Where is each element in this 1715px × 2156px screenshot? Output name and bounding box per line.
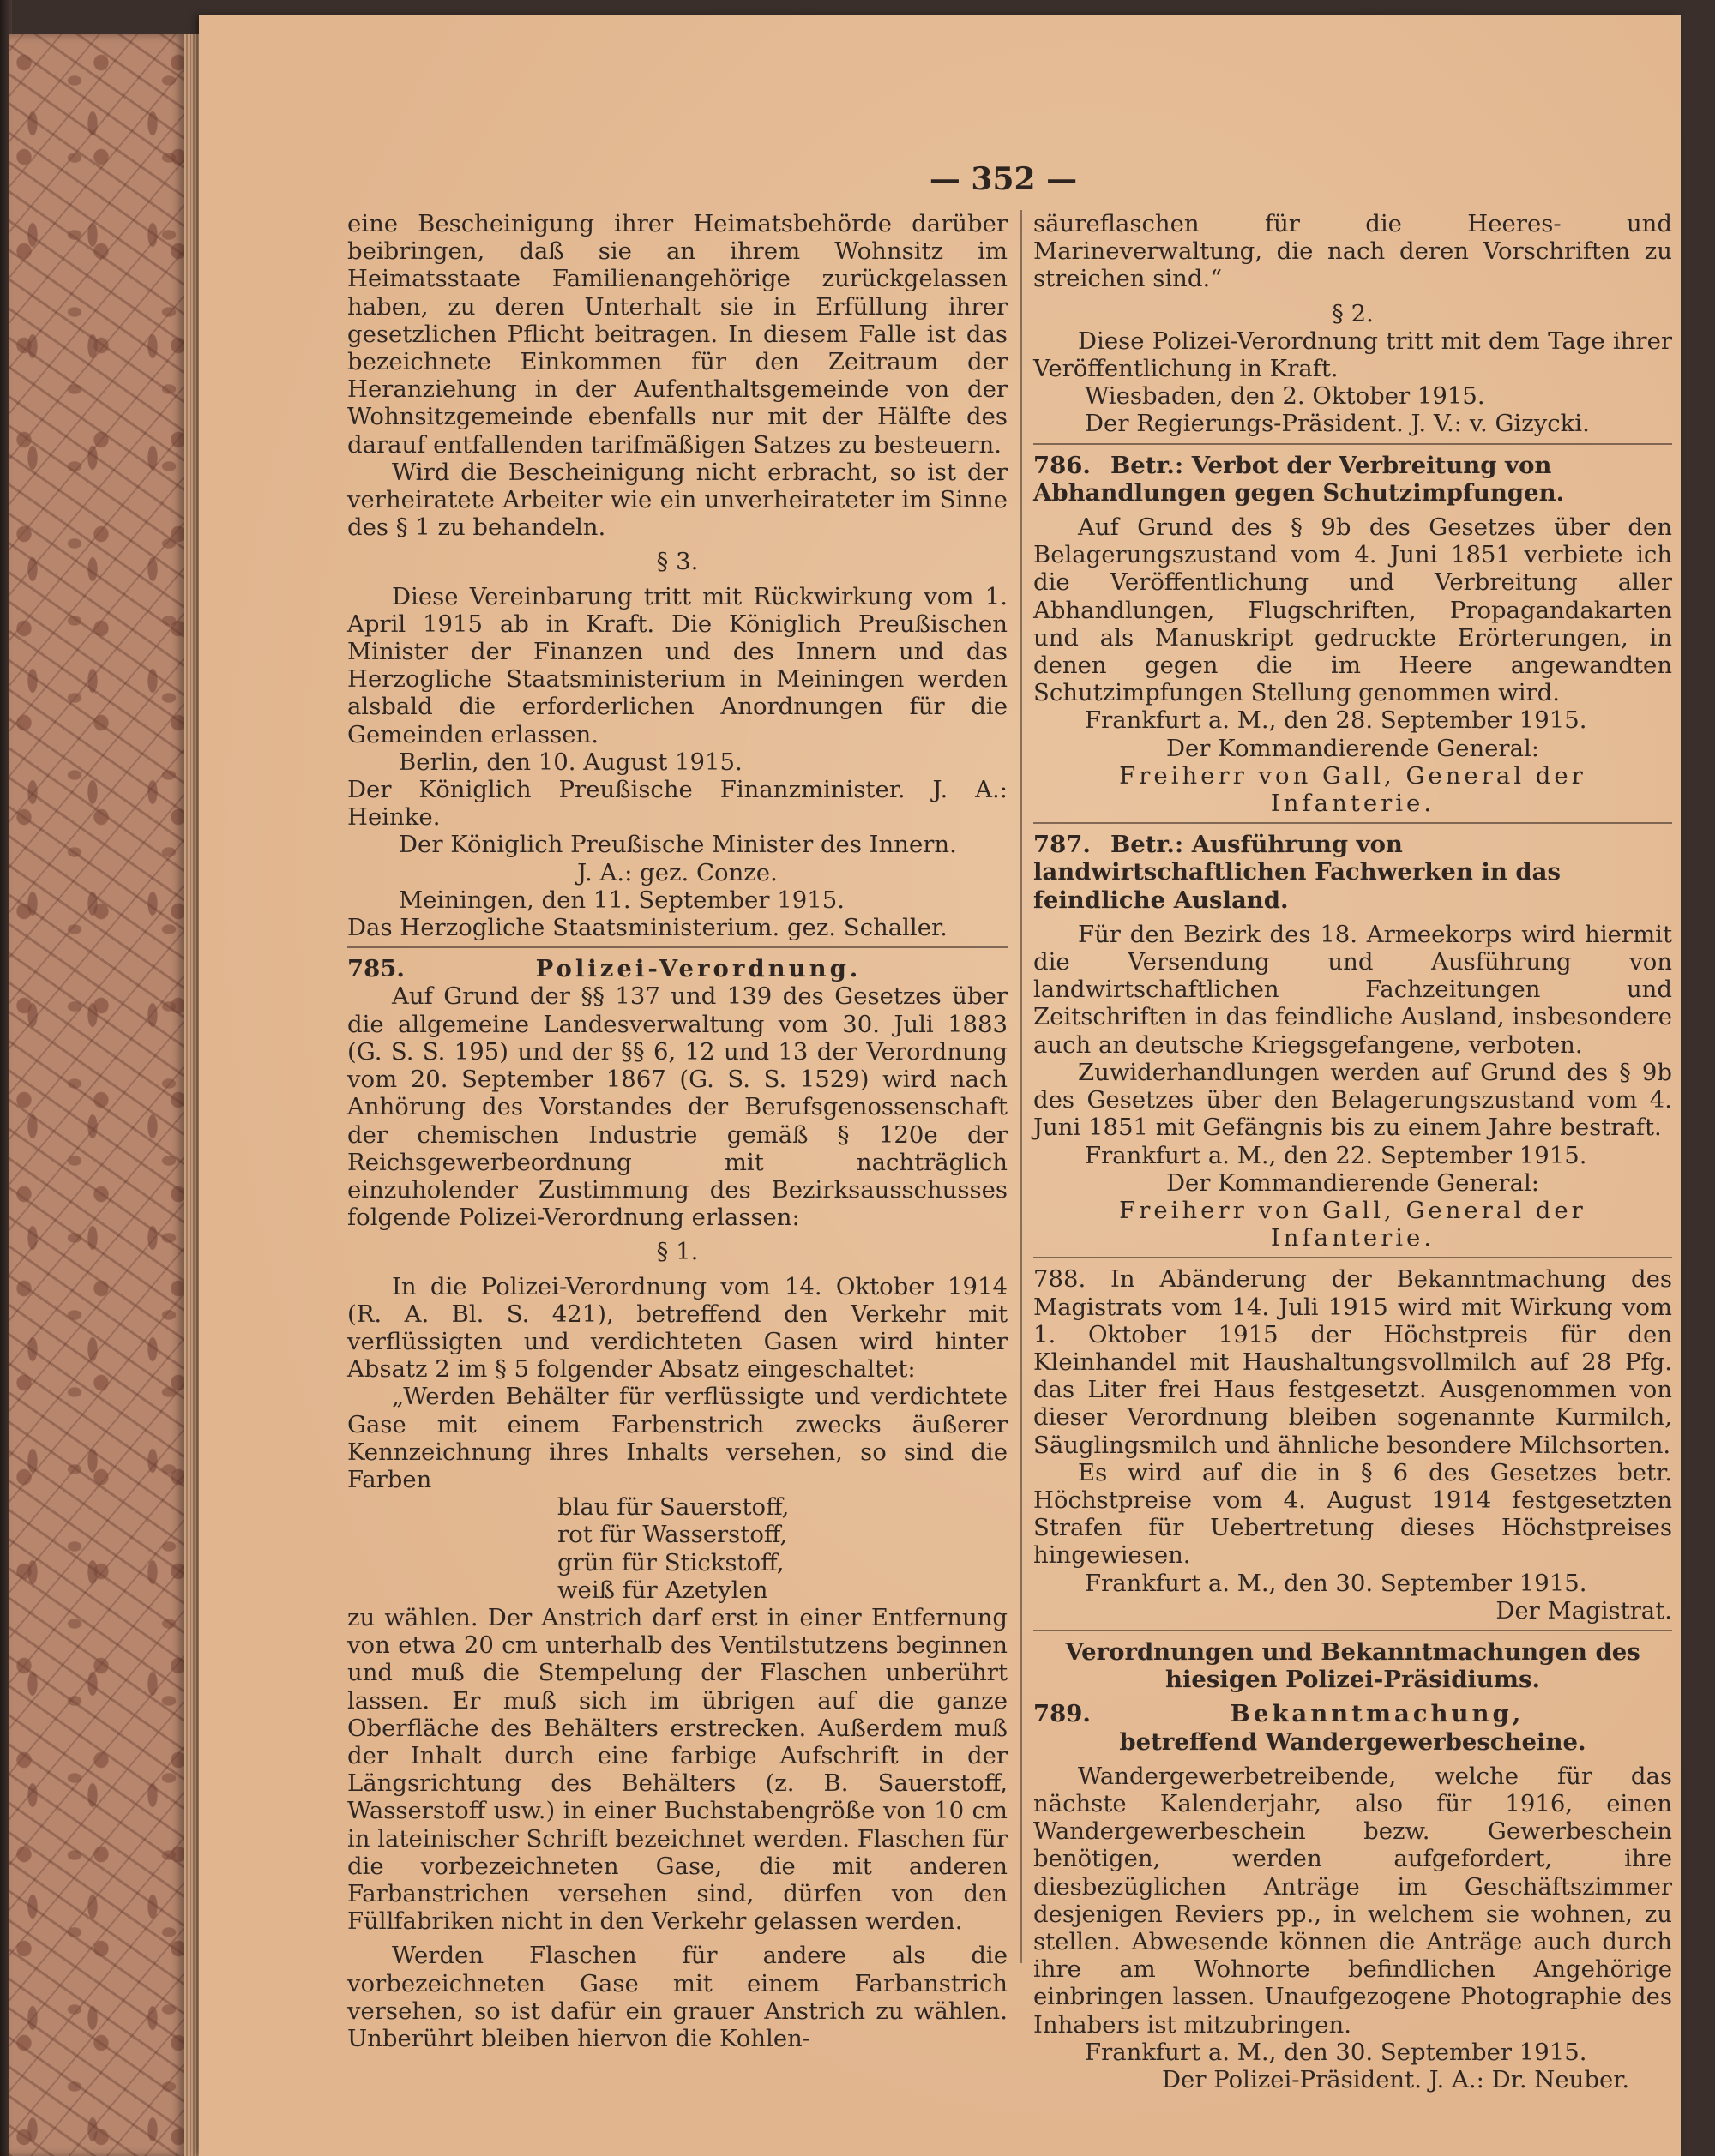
column-divider <box>1020 210 1022 1963</box>
paragraph: säureflaschen für die Heeres- und Marineverwaltung, die nach deren Vorschriften zu streichen sind.“ <box>1033 210 1672 293</box>
item-number: 786. <box>1033 451 1091 479</box>
signature: Der Königlich Preußische Finanzminister. J. A.: Heinke. <box>347 776 1008 832</box>
paragraph: eine Bescheinigung ihrer Heimatsbehörde darüber beibringen, daß sie an ihrem Wohnsitz im Heimatsstaate Familienangehörige zurückgelassen haben, zu deren Unterhalt sie in Erfüllung ihrer gesetzlichen Pflicht beitragen. In diesem Falle ist das bezeichnete Einkommen für den Zeitraum der Heranziehung in der Aufenthaltsgemeinde von der Wohnsitzgemeinde ebenfalls nur mit der Hälfte des darauf entfallenden tarifmäßigen Satzes zu besteuern. <box>347 210 1008 459</box>
paragraph: Diese Polizei-Verordnung tritt mit dem Tage ihrer Veröffentlichung in Kraft. <box>1033 327 1672 383</box>
item-number: 785. <box>347 955 405 983</box>
section-title: Verordnungen und Bekanntmachungen des hiesigen Polizei-Präsidiums. <box>1065 1637 1640 1694</box>
item-subtitle: betreffend Wandergewerbescheine. <box>1119 1727 1586 1756</box>
item-title: Betr.: Verbot der Verbreitung von Abhandlungen gegen Schutzimpfungen. <box>1033 451 1565 507</box>
place-date: Berlin, den 10. August 1915. <box>399 748 743 776</box>
paragraph: Werden Flaschen für andere als die vorbezeichneten Gase mit einem Farbanstrich versehen, so ist dafür ein grauer Anstrich zu wählen. Unberührt bleiben hiervon die Kohlen- <box>347 1942 1008 2052</box>
divider <box>347 946 1008 948</box>
signature: Der Kommandierende General: <box>1165 1168 1540 1197</box>
quoted-paragraph: „Werden Behälter für verflüssigte und verdichtete Gase mit einem Farbenstrich zwecks äußerer Kennzeichnung ihres Inhalts versehen, so sind die Farben <box>347 1383 1008 1493</box>
page-number: — 352 — <box>929 161 1078 197</box>
item-heading <box>1033 831 1672 914</box>
section-heading: § 1. <box>656 1238 699 1266</box>
section-heading: § 2. <box>1332 299 1374 327</box>
signature: Der Regierungs-Präsident. J. V.: v. Gizycki. <box>1085 410 1590 438</box>
divider <box>1033 822 1672 824</box>
place-date: Frankfurt a. M., den 22. September 1915. <box>1085 1141 1587 1169</box>
paragraph: Wird die Bescheinigung nicht erbracht, so ist der verheiratete Arbeiter wie ein unverheirateter im Sinne des § 1 zu behandeln. <box>347 458 1008 542</box>
signature: Der Magistrat. <box>1495 1596 1672 1625</box>
color-list-item: weiß für Azetylen <box>557 1576 768 1604</box>
place-date: Frankfurt a. M., den 28. September 1915. <box>1085 706 1587 735</box>
left-column <box>347 210 1008 2052</box>
item-title: Betr.: Ausführung von landwirtschaftlichen Fachwerken in das feindliche Ausland. <box>1033 831 1561 914</box>
paragraph: Wandergewerbetreibende, welche für das nächste Kalenderjahr, also für 1916, einen Wandergewerbeschein bezw. Gewerbeschein benötigen, werden aufgefordert, ihre diesbezüglichen Anträge im Geschäftszimmer desjenigen Reviers pp., in welchem sie wohnen, zu stellen. Abwesende können die Anträge auch durch ihre am Wohnorte befindlichen Angehörige einbringen lassen. Unaufgezogene Photographie des Inhabers ist mitzubringen. <box>1033 1762 1672 2039</box>
paragraph: Diese Vereinbarung tritt mit Rückwirkung vom 1. April 1915 ab in Kraft. Die Königlich Preußischen Minister der Finanzen und des Innern und das Herzogliche Staatsministerium in Meiningen werden alsbald die erforderlichen Anordnungen für die Gemeinden erlassen. <box>347 582 1008 748</box>
signature: Der Kommandierende General: <box>1165 734 1540 762</box>
marbled-book-edge <box>9 34 184 2156</box>
paragraph: Auf Grund der §§ 137 und 139 des Gesetzes über die allgemeine Landesverwaltung vom 30. Juli 1883 (G. S. S. 195) und der §§ 6, 12 und 13 der Verordnung vom 20. September 1867 (G. S. S. 1529) wird nach Anhörung des Vorstandes der Berufsgenossenschaft der chemischen Industrie gemäß § 120e der Reichsgewerbeordnung mit nachträglich einzuholender Zustimmung des Bezirksausschusses folgende Polizei-Verordnung erlassen: <box>347 982 1008 1232</box>
divider <box>1033 1630 1672 1631</box>
right-column <box>1033 210 1672 2093</box>
paragraph: zu wählen. Der Anstrich darf erst in einer Entfernung von etwa 20 cm unterhalb des Ventilstutzens beginnen und muß die Stempelung der Flaschen unberührt lassen. Er muß sich im übrigen auf die ganze Oberfläche des Behälters erstrecken. Außerdem muß der Inhalt durch eine farbige Aufschrift in der Längsrichtung des Behälters (z. B. Sauerstoff, Wasserstoff usw.) in einer Buchstabengröße von 10 cm in lateinischer Schrift bezeichnet werden. Flaschen für die vorbezeichneten Gase, die mit anderen Farbanstrichen versehen sind, dürfen von den Füllfabriken nicht in den Verkehr gelassen werden. <box>347 1603 1008 1936</box>
signature: Der Polizei-Präsident. J. A.: Dr. Neuber. <box>1162 2066 1630 2093</box>
paragraph: Für den Bezirk des 18. Armeekorps wird hiermit die Versendung und Ausführung von landwirtschaftlichen Fachzeitungen und Zeitschriften in das feindliche Ausland, insbesondere auch an deutsche Kriegsgefangene, verboten. <box>1033 920 1672 1059</box>
place-date: Meiningen, den 11. September 1915. <box>399 886 845 914</box>
item-heading <box>347 955 1008 982</box>
color-list-item: blau für Sauerstoff, <box>557 1493 790 1522</box>
divider <box>1033 1257 1672 1258</box>
paragraph-text: In Abänderung der Bekanntmachung des Magistrats vom 14. Juli 1915 wird mit Wirkung vom 1. Oktober 1915 der Höchstpreis für den Kleinhandel mit Haushaltungsvollmilch auf 28 Pfg. das Liter frei Haus festgesetzt. Ausgenommen von dieser Verordnung bleiben sogenannte Kurmilch, Säuglingsmilch und ähnliche besondere Milchsorten. <box>1033 1265 1672 1459</box>
item-paragraph <box>1033 1265 1672 1458</box>
place-date: Frankfurt a. M., den 30. September 1915. <box>1085 1569 1587 1597</box>
paragraph: Auf Grund des § 9b des Gesetzes über den Belagerungszustand vom 4. Juni 1851 verbiete ich die Veröffentlichung und Verbreitung aller Abhandlungen, Flugschriften, Propagandakarten und als Manuskript gedruckte Erörterungen, in denen gegen die im Heere angewandten Schutzimpfungen Stellung genommen wird. <box>1033 513 1672 707</box>
item-title: Polizei-Verordnung. <box>535 955 862 983</box>
signature: Freiherr von Gall, General der Infanterie. <box>1119 1196 1586 1252</box>
item-number: 787. <box>1033 831 1091 859</box>
signature: J. A.: gez. Conze. <box>577 858 778 886</box>
item-number: 788. <box>1033 1265 1086 1294</box>
item-heading <box>1033 452 1672 507</box>
color-list-item: grün für Stickstoff, <box>557 1548 785 1576</box>
section-heading: § 3. <box>656 548 699 576</box>
place-date: Frankfurt a. M., den 30. September 1915. <box>1085 2038 1587 2066</box>
divider <box>1033 443 1672 445</box>
item-number: 789. <box>1033 1700 1091 1728</box>
place-date: Wiesbaden, den 2. Oktober 1915. <box>1085 382 1485 411</box>
signature: Der Königlich Preußische Minister des Innern. <box>399 831 957 859</box>
item-heading <box>1033 1700 1672 1727</box>
paragraph: Es wird auf die in § 6 des Gesetzes betr. Höchstpreise vom 4. August 1914 festgesetzten Strafen für Uebertretung dieses Höchstpreises hingewiesen. <box>1033 1458 1672 1570</box>
signature: Freiherr von Gall, General der Infanterie. <box>1119 761 1586 818</box>
signature: Das Herzogliche Staatsministerium. gez. Schaller. <box>347 914 948 942</box>
item-title: Bekanntmachung, <box>1230 1700 1525 1728</box>
paragraph: Zuwiderhandlungen werden auf Grund des § 9b des Gesetzes über den Belagerungszustand vom 4. Juni 1851 mit Gefängnis bis zu einem Jahre bestraft. <box>1033 1058 1672 1142</box>
color-list-item: rot für Wasserstoff, <box>557 1521 788 1549</box>
paragraph: In die Polizei-Verordnung vom 14. Oktober 1914 (R. A. Bl. S. 421), betreffend den Verkehr mit verflüssigten und verdichteten Gasen wird hinter Absatz 2 im § 5 folgender Absatz eingeschaltet: <box>347 1272 1008 1384</box>
